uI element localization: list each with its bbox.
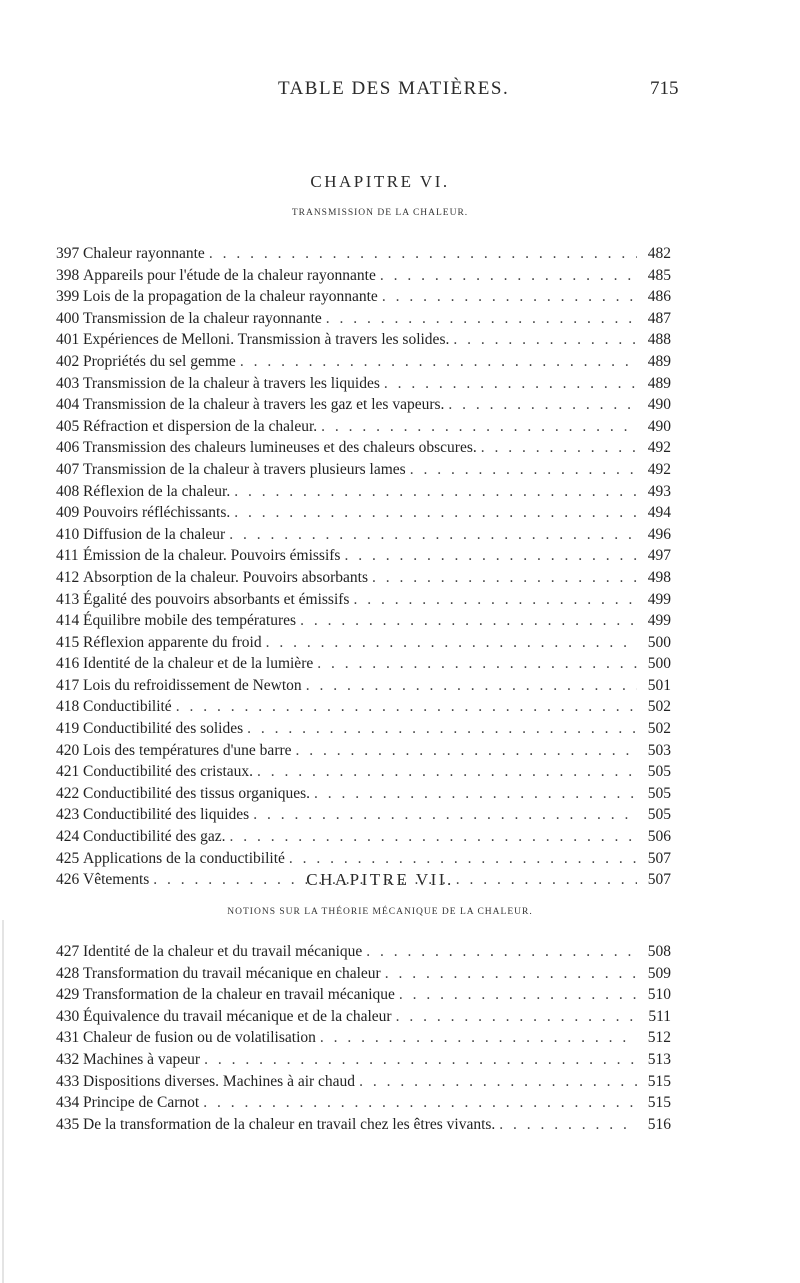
toc-entry-number: 434 xyxy=(56,1094,80,1112)
toc-entry-title: Conductibilité des cristaux. xyxy=(83,763,254,781)
toc-entry xyxy=(56,632,671,654)
toc-entry-number: 399 xyxy=(56,288,80,306)
toc-entry-page: 496 xyxy=(647,525,671,543)
toc-entry-title: Principe de Carnot xyxy=(83,1094,200,1112)
toc-entry-title: De la transformation de la chaleur en travail chez les êtres vivants. xyxy=(83,1115,496,1133)
dot-leader xyxy=(240,351,637,373)
toc-entry-page: 513 xyxy=(647,1050,671,1068)
dot-leader xyxy=(176,696,637,718)
toc-entry-title: Applications de la conductibilité xyxy=(83,849,285,867)
toc-entry xyxy=(56,308,671,330)
toc-entry xyxy=(56,1027,671,1049)
toc-entry-number: 431 xyxy=(56,1029,80,1047)
toc-entry xyxy=(56,1071,671,1093)
toc-entry-page: 490 xyxy=(647,417,671,435)
toc-entry-title: Diffusion de la chaleur xyxy=(83,525,226,543)
toc-entry xyxy=(56,675,671,697)
dot-leader xyxy=(234,502,637,524)
toc-entry-number: 426 xyxy=(56,871,80,889)
toc-entry-number: 405 xyxy=(56,417,80,435)
toc-entry-page: 505 xyxy=(647,784,671,802)
toc-entry xyxy=(56,718,671,740)
toc-entry-title: Absorption de la chaleur. Pouvoirs absorbants xyxy=(83,568,368,586)
toc-entry-page: 505 xyxy=(647,763,671,781)
toc-entry-title: Transmission de la chaleur à travers les liquides xyxy=(83,374,380,392)
toc-entry-title: Pouvoirs réfléchissants. xyxy=(83,504,231,522)
toc-entry-title: Transmission de la chaleur à travers plusieurs lames xyxy=(83,460,406,478)
toc-entry-title: Appareils pour l'étude de la chaleur rayonnante xyxy=(83,266,376,284)
toc-entry xyxy=(56,761,671,783)
toc-entry-number: 398 xyxy=(56,266,80,284)
toc-entry-page: 488 xyxy=(647,331,671,349)
toc-entry-number: 423 xyxy=(56,806,80,824)
toc-entry xyxy=(56,696,671,718)
toc-entry-page: 501 xyxy=(647,676,671,694)
toc-entry-title: Chaleur de fusion ou de volatilisation xyxy=(83,1029,316,1047)
toc-entry xyxy=(56,963,671,985)
toc-entry xyxy=(56,610,671,632)
toc-entry-title: Conductibilité des liquides xyxy=(83,806,250,824)
toc-entry-number: 428 xyxy=(56,964,80,982)
toc-entry-page: 499 xyxy=(647,590,671,608)
toc-entry-number: 420 xyxy=(56,741,80,759)
toc-entry xyxy=(56,373,671,395)
toc-entry xyxy=(56,783,671,805)
toc-entry-title: Lois de la propagation de la chaleur rayonnante xyxy=(83,288,378,306)
dot-leader xyxy=(234,481,637,503)
toc-entry xyxy=(56,265,671,287)
dot-leader xyxy=(353,589,637,611)
toc-entry-title: Dispositions diverses. Machines à air chaud xyxy=(83,1072,356,1090)
toc-entry xyxy=(56,437,671,459)
toc-entry-title: Conductibilité des gaz. xyxy=(83,828,226,846)
toc-entry-number: 430 xyxy=(56,1007,80,1025)
toc-entry xyxy=(56,804,671,826)
toc-entry-number: 418 xyxy=(56,698,80,716)
toc-entry xyxy=(56,416,671,438)
dot-leader xyxy=(209,243,637,265)
toc-entry-number: 412 xyxy=(56,568,80,586)
toc-entry-page: 487 xyxy=(647,309,671,327)
toc-entry-title: Identité de la chaleur et du travail mécanique xyxy=(83,943,363,960)
toc-entry-page: 499 xyxy=(647,612,671,630)
dot-leader xyxy=(380,265,637,287)
dot-leader xyxy=(247,718,637,740)
dot-leader xyxy=(257,761,637,783)
toc-entry-page: 489 xyxy=(647,374,671,392)
dot-leader xyxy=(306,675,637,697)
toc-entry-page: 516 xyxy=(647,1115,671,1133)
toc-entry-page: 507 xyxy=(647,871,671,889)
dot-leader xyxy=(266,632,637,654)
toc-entry-page: 489 xyxy=(647,352,671,370)
toc-entry-number: 404 xyxy=(56,396,80,414)
toc-entry-page: 502 xyxy=(647,720,671,738)
toc-entry-title: Transmission de la chaleur à travers les gaz et les vapeurs. xyxy=(83,396,445,414)
toc-entry-number: 415 xyxy=(56,633,80,651)
chapter-7-heading: CHAPITRE VII. xyxy=(306,870,454,889)
toc-entry-page: 498 xyxy=(647,568,671,586)
toc-entry-number: 410 xyxy=(56,525,80,543)
dot-leader xyxy=(499,1114,637,1136)
toc-entry xyxy=(56,286,671,308)
toc-entry xyxy=(56,984,671,1006)
toc-entry xyxy=(56,329,671,351)
dot-leader xyxy=(359,1071,637,1093)
toc-entry xyxy=(56,740,671,762)
toc-entry-number: 425 xyxy=(56,849,80,867)
dot-leader xyxy=(314,783,637,805)
dot-leader xyxy=(385,963,637,985)
toc-entry-number: 422 xyxy=(56,784,80,802)
toc-entry-title: Transformation de la chaleur en travail mécanique xyxy=(83,986,395,1004)
toc-entry-number: 414 xyxy=(56,612,80,630)
toc-entry-title: Propriétés du sel gemme xyxy=(83,352,236,370)
toc-entry-title: Conductibilité des tissus organiques. xyxy=(83,784,311,802)
toc-entry-number: 427 xyxy=(56,943,80,960)
toc-entry-title: Transmission des chaleurs lumineuses et des chaleurs obscures. xyxy=(83,439,477,457)
toc-entry xyxy=(56,653,671,675)
toc-entry-page: 505 xyxy=(647,806,671,824)
dot-leader xyxy=(396,1006,637,1028)
dot-leader xyxy=(410,459,637,481)
toc-entry-title: Égalité des pouvoirs absorbants et émissifs xyxy=(83,590,350,608)
toc-entry-page: 515 xyxy=(647,1094,671,1112)
toc-entry-page: 490 xyxy=(647,396,671,414)
dot-leader xyxy=(296,740,637,762)
toc-entry xyxy=(56,1006,671,1028)
toc-entry-title: Lois des températures d'une barre xyxy=(83,741,292,759)
chapter-6-subtitle: TRANSMISSION DE LA CHALEUR. xyxy=(291,208,469,218)
chapter-7-toc-list xyxy=(56,941,671,1135)
toc-entry-page: 512 xyxy=(647,1029,671,1047)
toc-entry-title: Chaleur rayonnante xyxy=(83,245,205,262)
toc-entry-page: 506 xyxy=(647,828,671,846)
toc-entry-number: 419 xyxy=(56,720,80,738)
dot-leader xyxy=(453,329,637,351)
toc-entry xyxy=(56,394,671,416)
toc-entry xyxy=(56,567,671,589)
toc-entry-page: 508 xyxy=(647,943,671,960)
running-head xyxy=(0,78,800,102)
toc-entry-page: 494 xyxy=(647,504,671,522)
dot-leader xyxy=(204,1049,637,1071)
toc-entry-number: 432 xyxy=(56,1050,80,1068)
toc-entry-number: 397 xyxy=(56,245,80,262)
toc-entry xyxy=(56,351,671,373)
toc-entry xyxy=(56,1114,671,1136)
toc-entry-title: Identité de la chaleur et de la lumière xyxy=(83,655,314,673)
dot-leader xyxy=(344,545,637,567)
toc-entry xyxy=(56,459,671,481)
toc-entry-page: 509 xyxy=(647,964,671,982)
toc-entry-number: 403 xyxy=(56,374,80,392)
dot-leader xyxy=(372,567,637,589)
toc-entry-number: 421 xyxy=(56,763,80,781)
dot-leader xyxy=(481,437,637,459)
toc-entry xyxy=(56,243,671,265)
toc-entry-page: 511 xyxy=(648,1007,671,1025)
dot-leader xyxy=(448,394,637,416)
toc-entry-page: 497 xyxy=(647,547,671,565)
toc-entry-number: 424 xyxy=(56,828,80,846)
toc-entry xyxy=(56,481,671,503)
toc-entry-page: 492 xyxy=(647,460,671,478)
toc-entry-page: 502 xyxy=(647,698,671,716)
dot-leader xyxy=(203,1092,637,1114)
toc-entry xyxy=(56,545,671,567)
toc-entry xyxy=(56,826,671,848)
toc-entry-number: 416 xyxy=(56,655,80,673)
dot-leader xyxy=(382,286,637,308)
dot-leader xyxy=(321,416,637,438)
toc-entry-title: Transmission de la chaleur rayonnante xyxy=(83,309,322,327)
dot-leader xyxy=(320,1027,637,1049)
toc-entry-title: Émission de la chaleur. Pouvoirs émissifs xyxy=(83,547,341,565)
toc-entry-page: 507 xyxy=(647,849,671,867)
running-title: TABLE DES MATIÈRES. xyxy=(278,78,510,99)
toc-entry-title: Réflexion apparente du froid xyxy=(83,633,262,651)
toc-entry-number: 429 xyxy=(56,986,80,1004)
toc-entry-page: 503 xyxy=(647,741,671,759)
toc-entry-page: 515 xyxy=(647,1072,671,1090)
dot-leader xyxy=(326,308,637,330)
toc-entry xyxy=(56,1092,671,1114)
dot-leader xyxy=(384,373,637,395)
toc-entry-page: 510 xyxy=(647,986,671,1004)
toc-entry-number: 400 xyxy=(56,309,80,327)
dot-leader xyxy=(253,804,637,826)
toc-entry-title: Conductibilité xyxy=(83,698,172,716)
toc-entry xyxy=(56,941,671,963)
dot-leader xyxy=(229,524,637,546)
page-number: 715 xyxy=(650,78,679,99)
chapter-7-subtitle: NOTIONS SUR LA THÉORIE MÉCANIQUE DE LA CHALEUR. xyxy=(227,907,533,917)
toc-entry-title: Réfraction et dispersion de la chaleur. xyxy=(83,417,318,435)
toc-entry-title: Vêtements xyxy=(83,871,150,889)
toc-entry xyxy=(56,589,671,611)
toc-entry-number: 409 xyxy=(56,504,80,522)
toc-entry-title: Équivalence du travail mécanique et de la chaleur xyxy=(83,1007,392,1025)
toc-entry xyxy=(56,524,671,546)
toc-entry-title: Expériences de Melloni. Transmission à travers les solides. xyxy=(83,331,450,349)
toc-entry-title: Lois du refroidissement de Newton xyxy=(83,676,302,694)
toc-entry-title: Conductibilité des solides xyxy=(83,720,244,738)
toc-entry-number: 413 xyxy=(56,590,80,608)
toc-entry-number: 433 xyxy=(56,1072,80,1090)
toc-entry-number: 407 xyxy=(56,460,80,478)
toc-entry-title: Transformation du travail mécanique en chaleur xyxy=(83,964,381,982)
toc-entry-page: 482 xyxy=(647,245,671,262)
dot-leader xyxy=(317,653,637,675)
chapter-6-heading: CHAPITRE VI. xyxy=(310,172,450,191)
toc-entry xyxy=(56,848,671,870)
toc-entry-page: 486 xyxy=(647,288,671,306)
toc-entry xyxy=(56,502,671,524)
toc-entry-page: 500 xyxy=(647,655,671,673)
toc-entry-title: Machines à vapeur xyxy=(83,1050,201,1068)
toc-entry-page: 493 xyxy=(647,482,671,500)
dot-leader xyxy=(366,941,637,963)
dot-leader xyxy=(289,848,637,870)
toc-entry-page: 500 xyxy=(647,633,671,651)
toc-entry-number: 417 xyxy=(56,676,80,694)
dot-leader xyxy=(399,984,637,1006)
toc-entry xyxy=(56,1049,671,1071)
toc-entry-title: Équilibre mobile des températures xyxy=(83,612,297,630)
toc-entry-number: 401 xyxy=(56,331,80,349)
page-edge-shadow xyxy=(2,920,4,1283)
dot-leader xyxy=(229,826,637,848)
chapter-6-toc-list xyxy=(56,243,671,891)
toc-entry-number: 402 xyxy=(56,352,80,370)
toc-entry-number: 406 xyxy=(56,439,80,457)
toc-entry-number: 411 xyxy=(56,547,79,565)
toc-entry-number: 435 xyxy=(56,1115,80,1133)
toc-entry-title: Réflexion de la chaleur. xyxy=(83,482,231,500)
toc-entry-page: 492 xyxy=(647,439,671,457)
toc-entry-number: 408 xyxy=(56,482,80,500)
toc-entry-page: 485 xyxy=(647,266,671,284)
dot-leader xyxy=(300,610,637,632)
